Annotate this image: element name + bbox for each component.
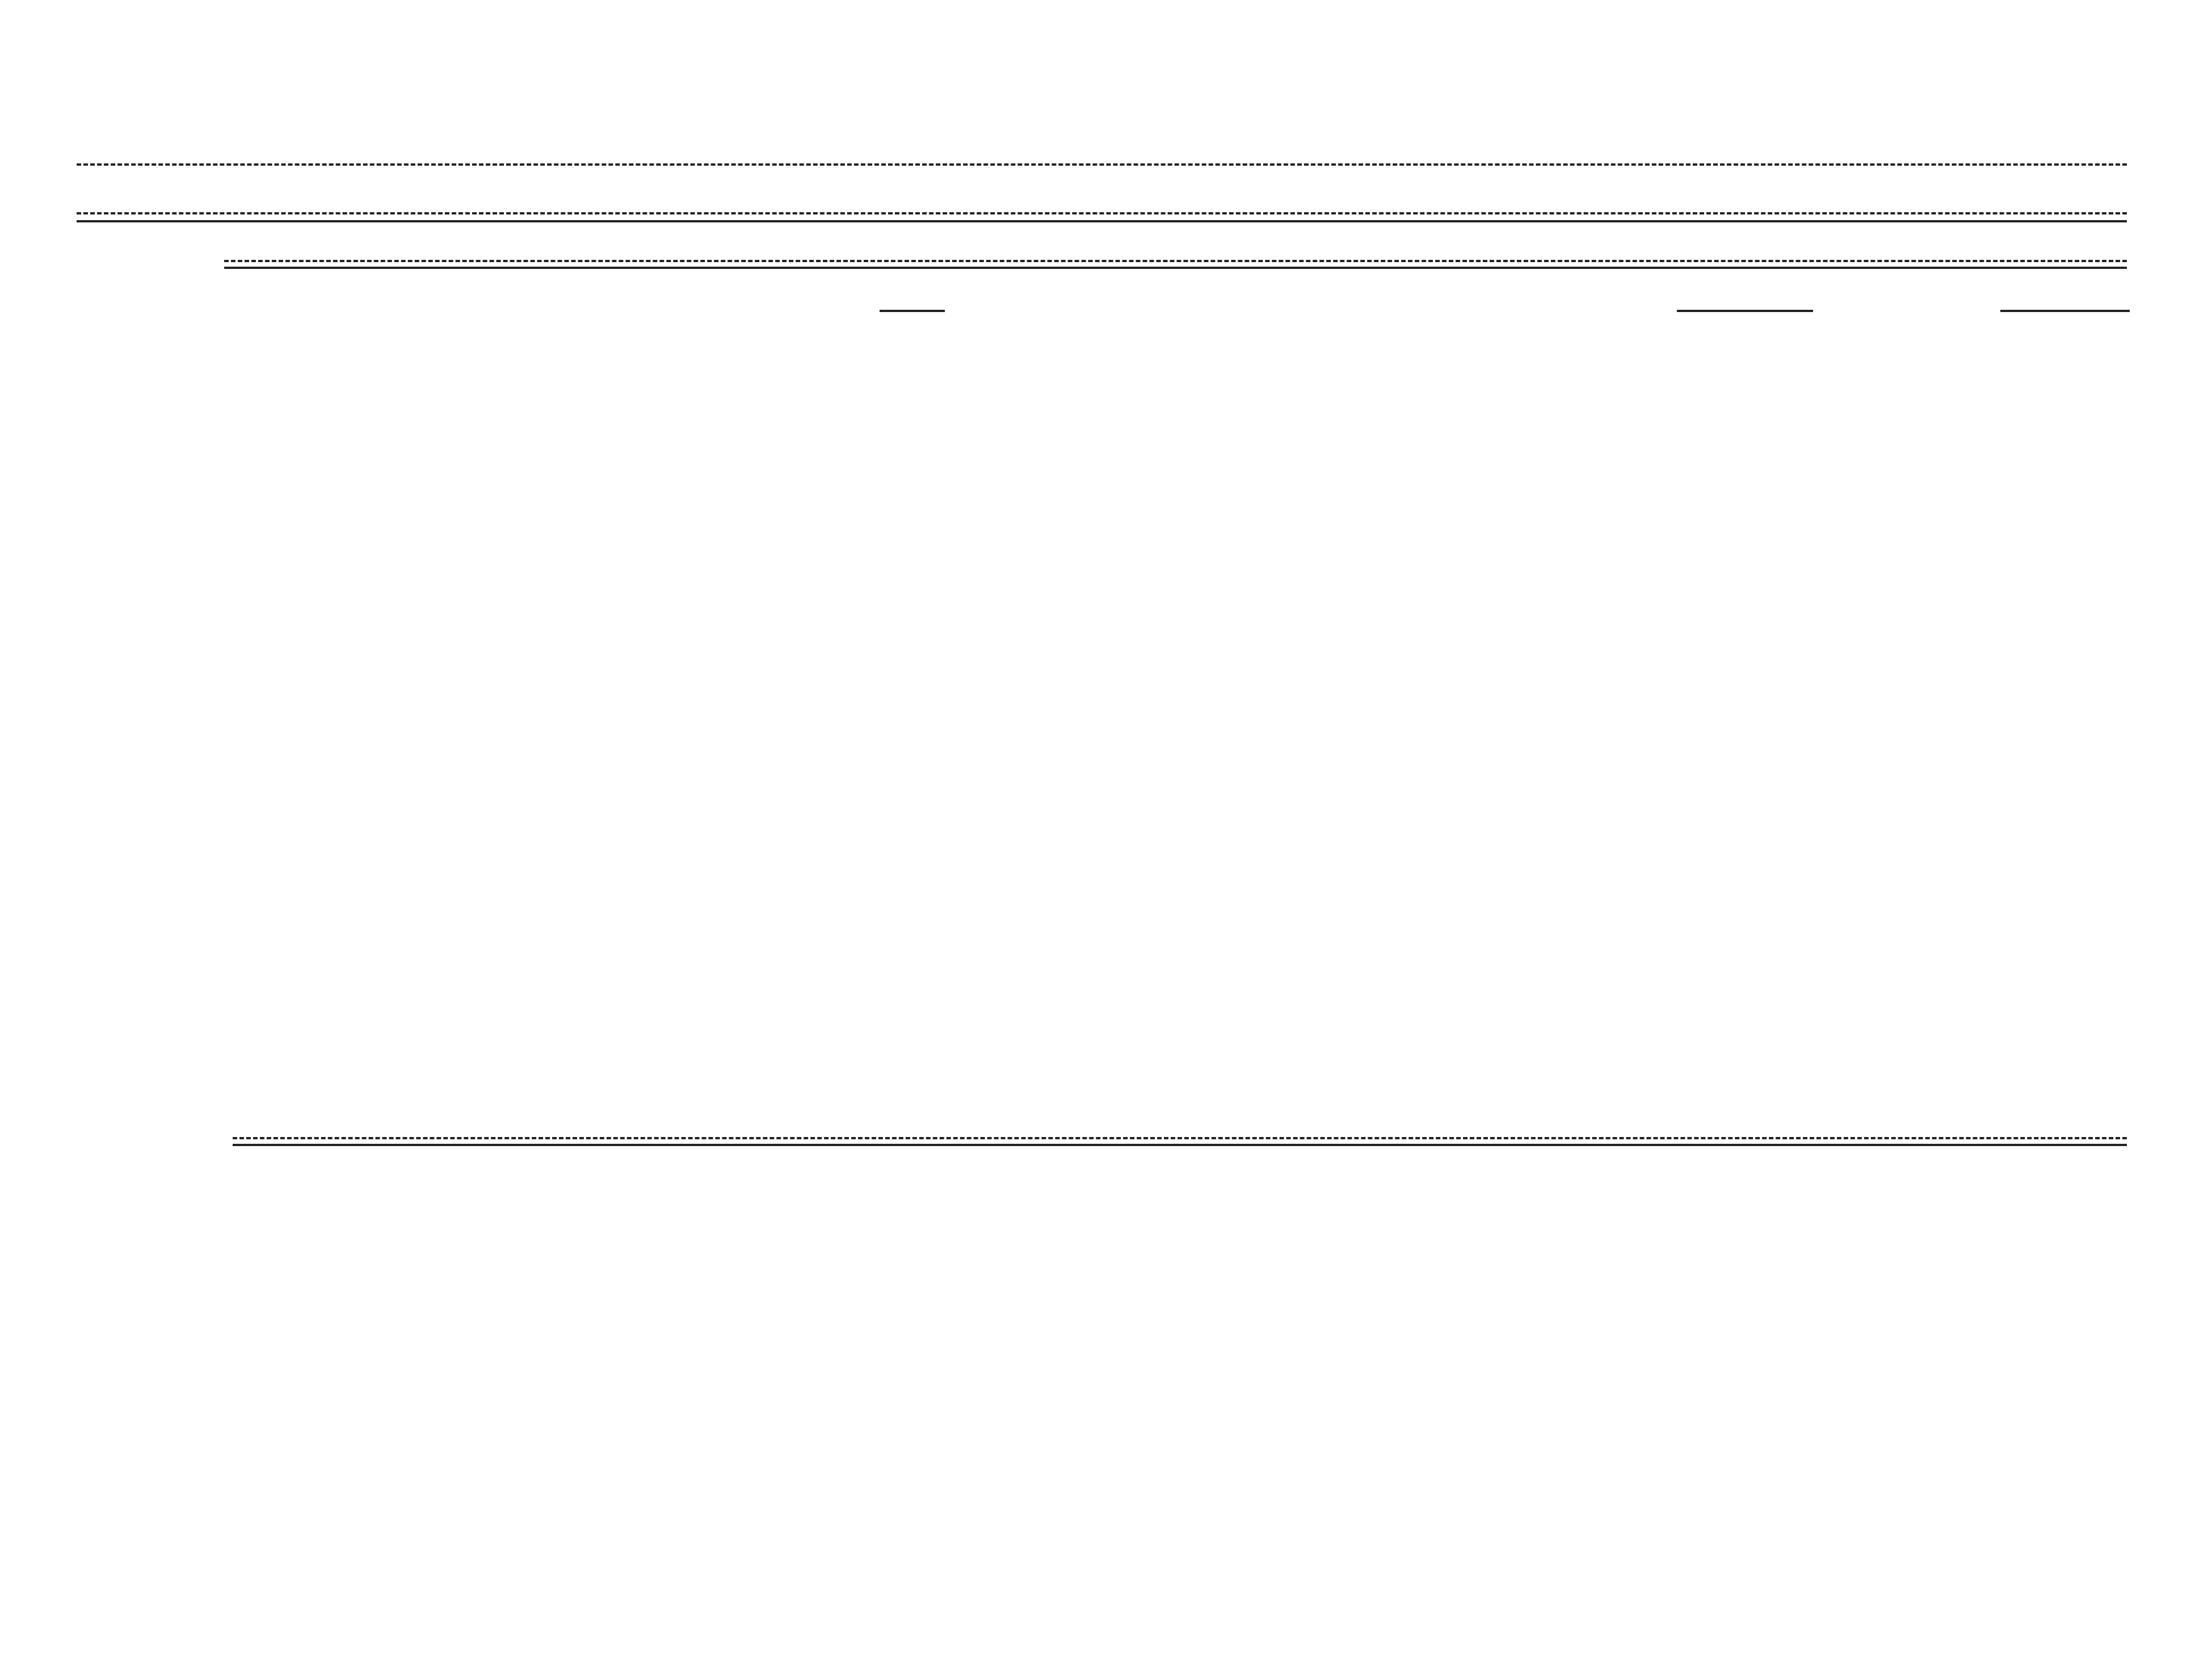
- c11-underline: [2000, 310, 2130, 312]
- header-rule-top: [77, 163, 2127, 166]
- section-rule: [224, 260, 2127, 262]
- header-rule-bottom-2: [77, 220, 2127, 222]
- c9-underline: [1677, 310, 1813, 312]
- section-rule-2: [224, 267, 2127, 269]
- subtotal-rule-2: [233, 1144, 2127, 1146]
- c4-underline: [880, 310, 945, 312]
- subtotal-rule: [233, 1137, 2127, 1139]
- header-rule-bottom: [77, 212, 2127, 214]
